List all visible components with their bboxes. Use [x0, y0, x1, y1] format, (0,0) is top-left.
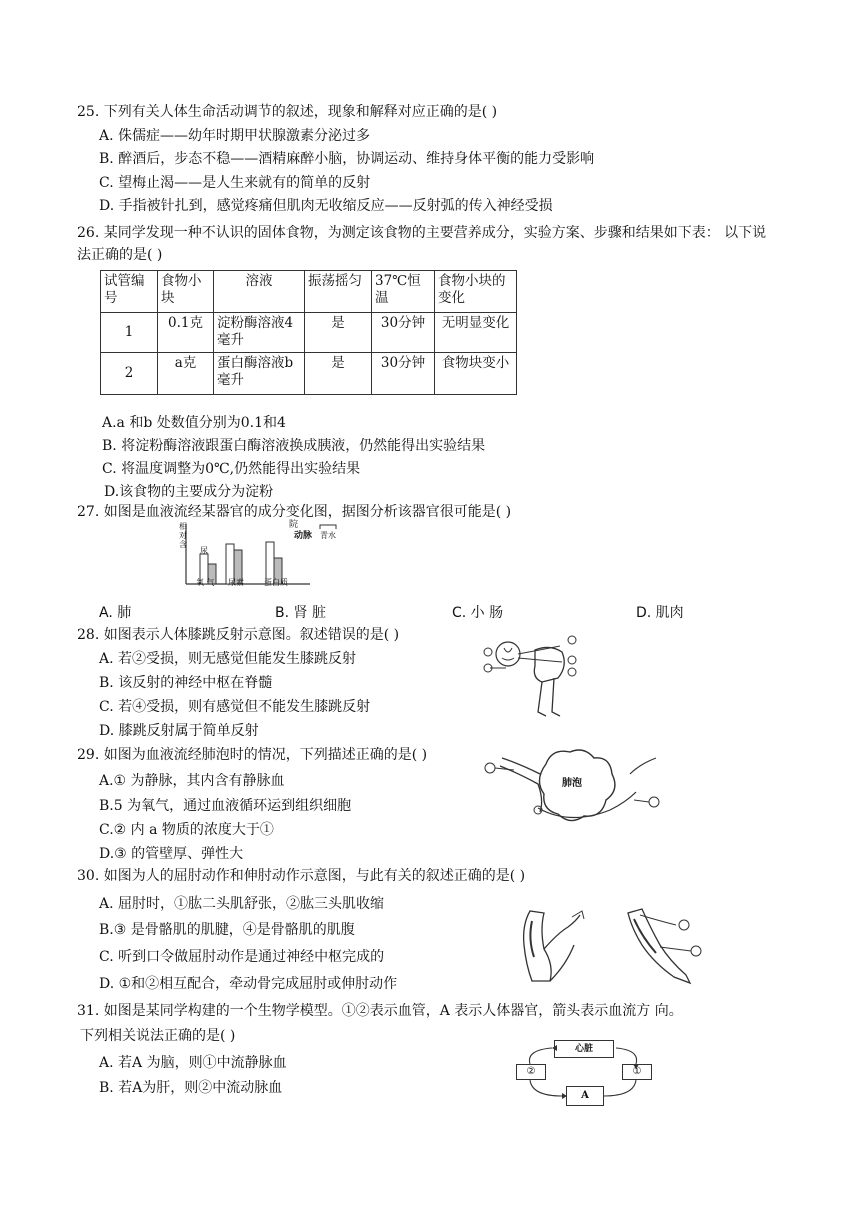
table-cell: 无明显变化: [435, 313, 517, 353]
q27-stem: 27. 如图是血液流经某器官的成分变化图，据图分析该器官很可能是( ): [77, 504, 512, 520]
organ-a-box: A: [566, 1086, 604, 1106]
table-cell: 30分钟: [372, 313, 435, 353]
q25-option-b: B. 醉酒后，步态不稳——酒精麻醉小脑，协调运动、维持身体平衡的能力受影响: [99, 151, 595, 167]
q29-option-a: A.① 为静脉，其内含有静脉血: [99, 773, 285, 789]
q27-option-c: C. 小 肠: [452, 605, 504, 621]
legend-title: 院: [289, 520, 299, 530]
elbow-flexion-figure: [510, 905, 590, 987]
table-header-cell: 溶液: [214, 271, 305, 313]
table-cell: 是: [305, 353, 372, 395]
table-cell: 蛋白酶溶液b毫升: [214, 353, 305, 395]
heart-box: 心脏: [554, 1040, 614, 1058]
table-header-cell: 食物小块: [158, 271, 214, 313]
q30-option-b: B.③ 是骨骼肌的肌腱，④是骨骼肌的肌腹: [99, 922, 355, 938]
q28-stem: 28. 如图表示人体膝跳反射示意图。叙述错误的是( ): [77, 627, 400, 643]
figure-ylabel: 相对含: [179, 522, 187, 549]
q28-option-d: D. 膝跳反射属于简单反射: [99, 723, 259, 739]
blood-composition-figure: [170, 520, 350, 590]
q25-option-c: C. 望梅止渴——是人生来就有的简单的反射: [99, 175, 371, 191]
q28-option-a: A. 若②受损，则无感觉但能发生膝跳反射: [99, 651, 357, 667]
table-cell: a克: [158, 353, 214, 395]
q30-option-c: C. 听到口令做屈肘动作是通过神经中枢完成的: [99, 949, 385, 965]
table-cell: 1: [101, 313, 158, 353]
vessel-1-box: ①: [622, 1064, 652, 1080]
q26-option-d: D.该食物的主要成分为淀粉: [104, 484, 274, 500]
table-row: [101, 353, 517, 395]
circulation-model-figure: [510, 1036, 660, 1108]
vessel-2-box: ②: [516, 1064, 546, 1080]
q31-option-b: B. 若A为肝，则②中流动脉血: [99, 1080, 283, 1096]
q25-stem: 25. 下列有关人体生命活动调节的叙述，现象和解释对应正确的是( ): [77, 104, 498, 120]
q31-stem-line2: 下列相关说法正确的是( ): [80, 1028, 236, 1044]
table-cell: 2: [101, 353, 158, 395]
q27-option-b: B. 肾 脏: [275, 605, 326, 621]
q25-option-a: A. 侏儒症——幼年时期甲状腺激素分泌过多: [99, 128, 371, 144]
experiment-table: [100, 270, 517, 395]
table-cell: 食物块变小: [435, 353, 517, 395]
table-header-cell: 食物小块的变化: [435, 271, 517, 313]
q26-option-c: C. 将温度调整为0℃,仍然能得出实验结果: [102, 461, 361, 477]
q26-stem-line1: 26. 某同学发现一种不认识的固体食物，为测定该食物的主要营养成分，实验方案、步骤和结果如下表： 以下说: [77, 225, 767, 241]
q25-option-d: D. 手指被针扎到，感觉疼痛但肌肉无收缩反应——反射弧的传入神经受损: [99, 198, 553, 214]
q30-option-a: A. 屈肘时，①肱二头肌舒张，②肱三头肌收缩: [99, 896, 385, 912]
q26-stem-line2: 法正确的是( ): [77, 247, 163, 263]
q29-option-c: C.② 内 a 物质的浓度大于①: [99, 822, 274, 838]
q31-stem-line1: 31. 如图是某同学构建的一个生物学模型。①②表示血管，A 表示人体器官，箭头表示血流方 向。: [77, 1003, 683, 1019]
table-cell: 0.1克: [158, 313, 214, 353]
alveolus-label: 肺泡: [562, 778, 582, 789]
q30-option-d: D. ①和②相互配合，牵动骨完成屈肘或伸肘动作: [99, 976, 398, 992]
figure-bar-label: 尿: [200, 546, 208, 555]
alveolus-figure: [480, 744, 665, 834]
knee-reflex-figure: [480, 632, 585, 722]
category-label-urea: 尿素: [228, 578, 244, 587]
legend-artery: 动脉: [294, 531, 313, 541]
q29-option-b: B.5 为氧气，通过血液循环运到组织细胞: [99, 798, 352, 814]
legend-vein: 青水: [320, 531, 336, 540]
elbow-extension-figure: [620, 905, 715, 987]
q29-stem: 29. 如图为血液流经肺泡时的情况，下列描述正确的是( ): [77, 747, 428, 763]
q27-option-a: A. 肺: [99, 605, 132, 621]
q27-option-d: D. 肌肉: [636, 605, 684, 621]
table-row: [101, 313, 517, 353]
table-cell: 是: [305, 313, 372, 353]
q26-option-b: B. 将淀粉酶溶液跟蛋白酶溶液换成胰液，仍然能得出实验结果: [102, 438, 486, 454]
table-cell: 淀粉酶溶液4毫升: [214, 313, 305, 353]
q29-option-d: D.③ 的管壁厚、弹性大: [99, 846, 244, 862]
q30-stem: 30. 如图为人的屈肘动作和伸肘动作示意图，与此有关的叙述正确的是( ): [77, 868, 526, 884]
table-header-cell: 振荡摇匀: [305, 271, 372, 313]
table-header-row: [101, 271, 517, 313]
category-label-protein: 蛋白质: [264, 578, 288, 587]
q31-option-a: A. 若A 为脑，则①中流静脉血: [99, 1055, 287, 1071]
table-header-cell: 37℃恒温: [372, 271, 435, 313]
category-label-oxygen: 氧 气: [196, 578, 215, 587]
q28-option-c: C. 若④受损，则有感觉但不能发生膝跳反射: [99, 699, 371, 715]
table-cell: 30分钟: [372, 353, 435, 395]
table-header-cell: 试管编号: [101, 271, 158, 313]
q26-option-a: A.a 和b 处数值分别为0.1和4: [102, 415, 286, 431]
q28-option-b: B. 该反射的神经中枢在脊髓: [99, 675, 273, 691]
